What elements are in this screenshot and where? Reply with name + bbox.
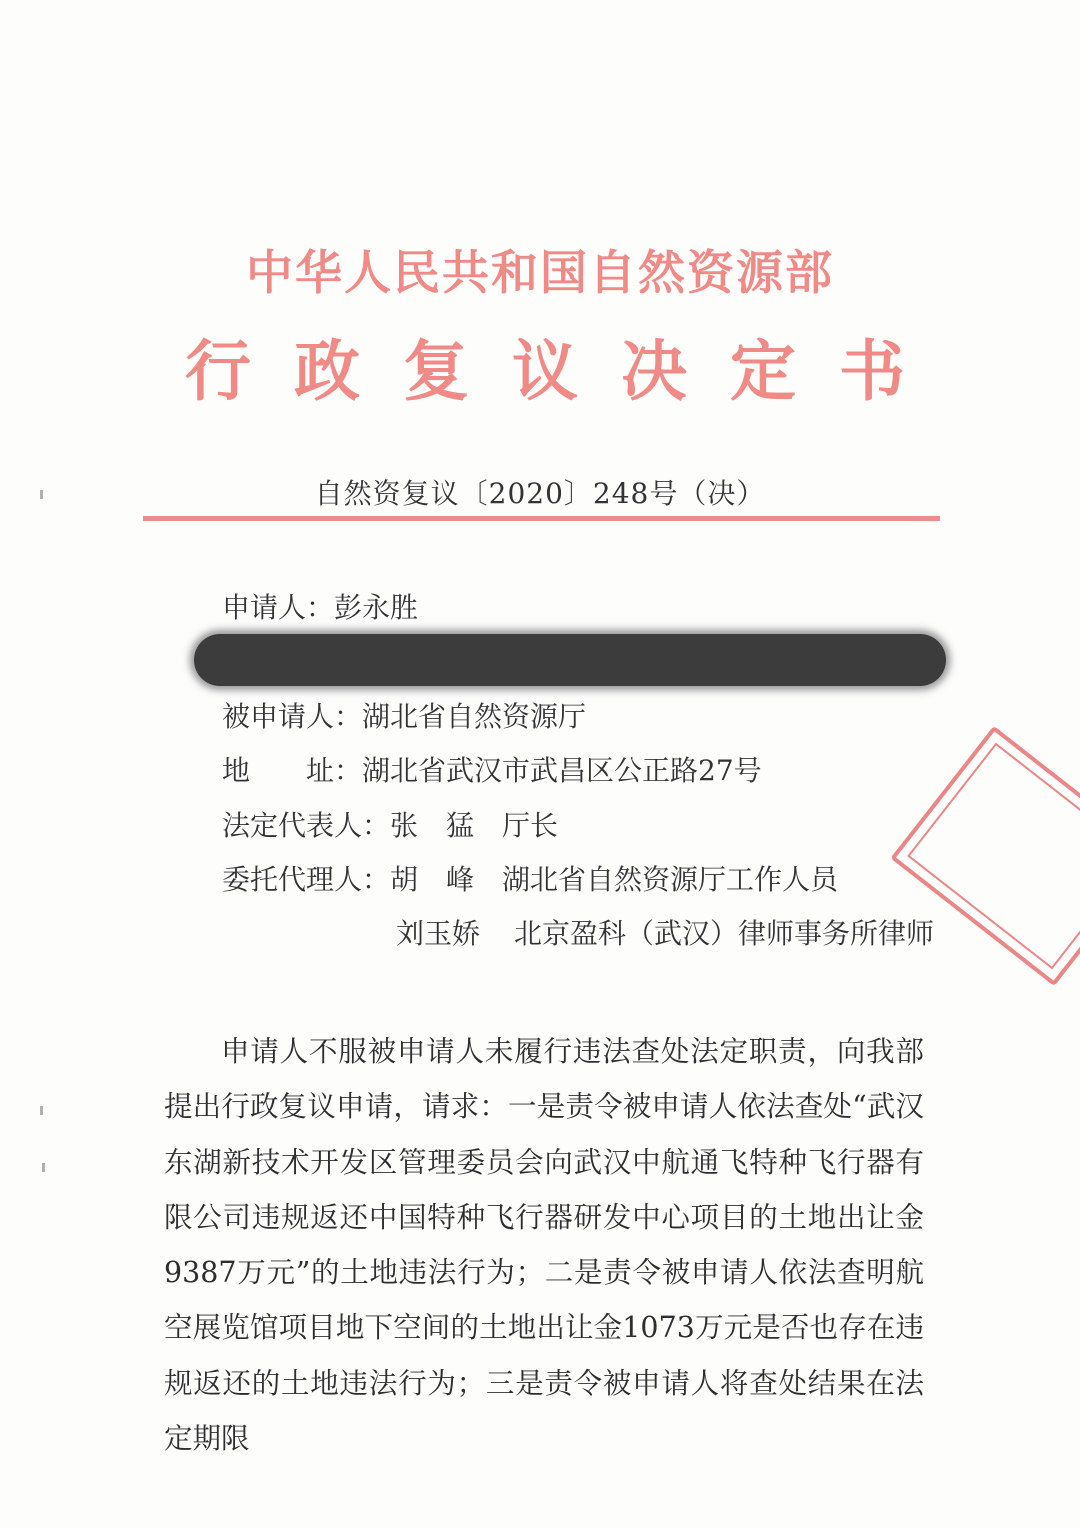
agent-row [396,917,935,950]
document-type-title [185,318,905,413]
doc-title-char: 政 [294,332,360,410]
scan-speck [40,1106,43,1115]
legal-representative-name: 张 猛 [390,809,475,842]
applicant-row [222,591,419,624]
agent-label: 委托代理人： [222,863,391,896]
respondent-name: 湖北省自然资源厅 [362,700,587,733]
scan-speck [40,490,43,499]
doc-title-char: 书 [839,332,905,410]
applicant-label: 申请人： [222,591,335,624]
red-divider-line [143,516,940,521]
respondent-row [222,700,587,733]
address-label: 地 址： [222,754,363,787]
doc-title-char: 定 [730,332,796,410]
doc-title-char: 复 [403,332,469,410]
doc-title-char: 行 [185,332,251,410]
address-value: 湖北省武汉市武昌区公正路27号 [362,754,762,787]
redacted-block [194,634,946,686]
legal-representative-row [222,809,559,842]
agent-name: 刘玉娇 [396,917,481,950]
scan-speck [42,1163,45,1172]
respondent-label: 被申请人： [222,700,363,733]
doc-title-char: 议 [512,332,578,410]
legal-representative-title: 厅长 [502,809,559,842]
document-number: 自然资复议〔2020〕248号（决） [314,477,766,510]
doc-title-char: 决 [621,332,687,410]
issuing-authority-title: 中华人民共和国自然资源部 [246,246,834,301]
body-paragraph: 申请人不服被申请人未履行违法查处法定职责，向我部提出行政复议申请，请求：一是责令被申请人依法查处“武汉东湖新技术开发区管理委员会向武汉中航通飞特种飞行器有限公司违规返还中国特种飞行器研发中心项目的土地出让金9387万元”的土地违法行为；二是责令被申请人依法查明航空展览馆项目地下空间的土地出让金1073万元是否也存在违规返还的土地违法行为；三是责令被申请人将查处结果在法定期限 [164,1035,924,1456]
address-row [222,754,762,787]
applicant-name: 彭永胜 [334,591,419,624]
agent-row [222,863,839,896]
legal-representative-label: 法定代表人： [222,809,391,842]
agent-name: 胡 峰 [390,863,475,896]
agent-org: 北京盈科（武汉）律师事务所律师 [514,917,935,950]
agent-org: 湖北省自然资源厅工作人员 [502,863,839,896]
